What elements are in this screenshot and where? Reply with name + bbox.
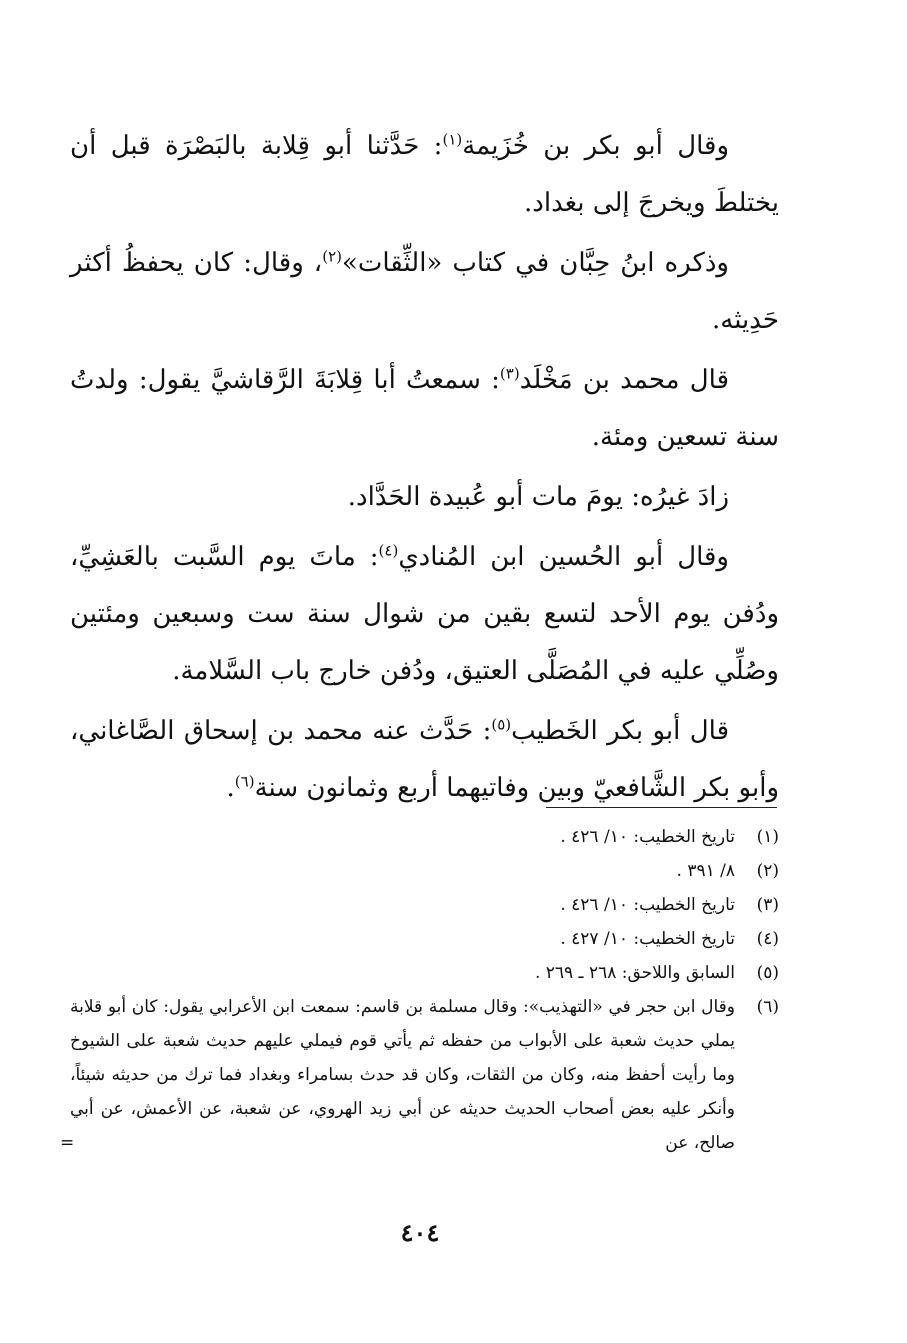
footnote-number: (٣) (756, 895, 779, 915)
paragraph-5 (70, 529, 779, 700)
paragraph-text: وقال أبو الحُسين ابن المُنادي (398, 542, 729, 572)
paragraph-3 (70, 352, 779, 466)
footnote-1 (70, 820, 779, 854)
paragraph-text: ، وقال: كان يحفظُ أكثر حَدِيثه. (70, 248, 779, 335)
footnote-3 (70, 888, 779, 922)
footnote-4 (70, 922, 779, 956)
footnote-number: (٢) (756, 861, 779, 881)
footnote-5 (70, 956, 779, 990)
footnote-ref-6: (٦) (234, 772, 255, 791)
footnote-number: (٥) (756, 963, 779, 983)
footnote-separator (546, 807, 777, 808)
footnote-ref-4: (٤) (378, 541, 399, 560)
footnote-6 (60, 990, 779, 1160)
paragraph-text: زادَ غيرُه: يومَ مات أبو عُبيدة الحَدَّاد. (347, 482, 729, 512)
footnote-text: تاريخ الخطيب: ١٠/ ٤٢٦ . (560, 895, 735, 915)
footnote-number: (١) (756, 827, 779, 847)
page-number: ٤٠٤ (400, 1218, 440, 1247)
footnote-2 (70, 854, 779, 888)
paragraph-2 (70, 235, 779, 349)
paragraph-6 (70, 703, 779, 817)
paragraph-4 (70, 469, 779, 526)
footnote-text: السابق واللاحق: ٢٦٨ ـ ٢٦٩ . (534, 963, 735, 983)
paragraph-text: قال أبو بكر الخَطيب (511, 716, 730, 746)
footnote-number: (٦) (756, 997, 779, 1017)
footnote-text: وقال ابن حجر في «التهذيب»: وقال مسلمة بن قاسم: سمعت ابن الأعرابي يقول: كان أبو قلابة يملي حديث شعبة على الأبواب من حفظه ثم يأتي قوم فيملي عليهم حديث شعبة على الشيوخ وما رأيت أحفظ منه، وكان من الثقات، وكان قد حدث بسامراء وبغداد فما ترك من حديثه شيئاً، وأنكر عليه بعض أصحاب الحديث حديثه عن أبي زيد الهروي، عن شعبة، عن الأعمش، عن أبي صالح، عن (70, 997, 735, 1153)
footnotes (60, 820, 779, 1160)
paragraph-1 (70, 118, 779, 232)
footnote-ref-1: (١) (442, 130, 463, 149)
paragraph-text: : سمعتُ أبا قِلابَةَ الرَّقاشيَّ يقول: ولدتُ سنة تسعين ومئة. (70, 365, 779, 452)
paragraph-text: : حَدَّث عنه محمد بن إسحاق الصَّاغاني، وأبو بكر الشَّافعيّ وبين وفاتيهما أربع وثمانون سنة (70, 716, 779, 803)
main-text (70, 118, 779, 820)
footnote-number: (٤) (756, 929, 779, 949)
continuation-mark: = (60, 1133, 75, 1153)
paragraph-text: وذكره ابنُ حِبَّان في كتاب «الثِّقات» (341, 248, 729, 278)
paragraph-text: وقال أبو بكر بن خُزَيمة (462, 131, 730, 161)
footnote-text: تاريخ الخطيب: ١٠/ ٤٢٧ . (560, 929, 735, 949)
footnote-text: تاريخ الخطيب: ١٠/ ٤٢٦ . (560, 827, 735, 847)
paragraph-text: . (226, 773, 235, 803)
footnote-ref-2: (٢) (322, 247, 342, 266)
paragraph-text: : حَدَّثنا أبو قِلابة بالبَصْرَة قبل أن يختلطَ ويخرجَ إلى بغداد. (70, 131, 779, 218)
footnote-text: ٨/ ٣٩١ . (676, 861, 735, 881)
footnote-ref-5: (٥) (491, 715, 512, 734)
footnote-ref-3: (٣) (499, 364, 520, 383)
paragraph-text: قال محمد بن مَخْلَد (519, 365, 730, 395)
paragraph-text: : ماتَ يوم السَّبت بالعَشِيِّ، ودُفن يوم الأحد لتسع بقين من شوال سنة ست وسبعين ومئتين وصُلِّي عليه في المُصَلَّى العتيق، ودُفن خارج باب السَّلامة. (70, 542, 779, 686)
